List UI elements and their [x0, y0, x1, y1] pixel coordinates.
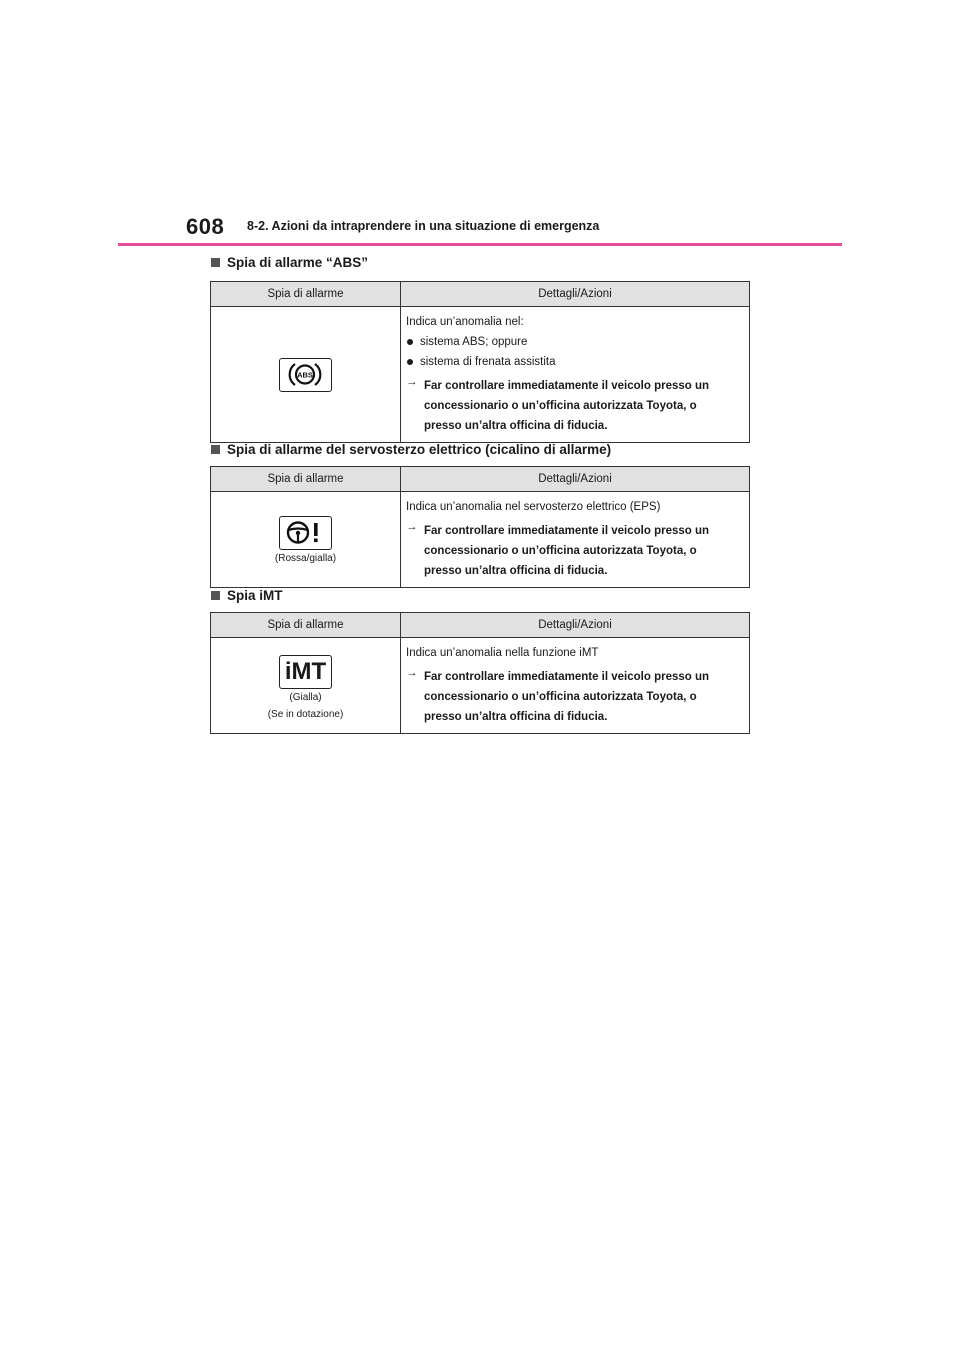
table-row: [211, 492, 750, 588]
column-header-warning-light: Spia di allarme: [211, 613, 401, 638]
section-heading-imt: [211, 588, 283, 603]
action-text: → Far controllare immediatamente il veicolo presso un concessionario o un’officina autorizzata Toyota, o presso un’altra officina di fiducia.: [406, 521, 743, 581]
eps-warning-table: [210, 466, 750, 588]
table-header-row: [211, 467, 750, 492]
imt-warning-table: [210, 612, 750, 734]
svg-text:ABS: ABS: [297, 370, 313, 379]
abs-warning-icon: [279, 358, 332, 392]
column-header-details: Dettagli/Azioni: [401, 613, 750, 638]
section-heading-abs: [211, 255, 368, 270]
action-text: → Far controllare immediatamente il veicolo presso un concessionario o un’officina autorizzata Toyota, o presso un’altra officina di fiducia.: [406, 667, 743, 727]
icon-caption: (Gialla): [289, 691, 322, 703]
details-intro: Indica un’anomalia nel servosterzo elettrico (EPS): [406, 501, 661, 513]
section-square-icon: [211, 445, 220, 454]
header-rule: [118, 243, 842, 246]
icon-caption: (Se in dotazione): [267, 708, 344, 720]
action-text: → Far controllare immediatamente il veicolo presso un concessionario o un’officina autorizzata Toyota, o presso un’altra officina di fiducia.: [406, 376, 743, 436]
warning-light-cell: [211, 307, 401, 443]
bullet-icon: [407, 359, 413, 365]
details-cell: [401, 307, 750, 443]
table-header-row: [211, 282, 750, 307]
section-square-icon: [211, 591, 220, 600]
table-row: [211, 638, 750, 734]
section-heading-text: Spia iMT: [227, 588, 283, 603]
warning-light-cell: [211, 492, 401, 588]
imt-indicator-icon: [279, 655, 332, 689]
section-heading-text: Spia di allarme “ABS”: [227, 255, 369, 270]
table-header-row: [211, 613, 750, 638]
abs-warning-table: [210, 281, 750, 443]
section-square-icon: [211, 258, 220, 267]
page-number: 608: [186, 214, 225, 239]
column-header-warning-light: Spia di allarme: [211, 282, 401, 307]
arrow-right-icon: →: [406, 667, 418, 679]
power-steering-warning-icon: [279, 516, 332, 550]
section-heading-eps: [211, 442, 611, 457]
column-header-details: Dettagli/Azioni: [401, 467, 750, 492]
details-intro: Indica un’anomalia nella funzione iMT: [406, 647, 599, 659]
list-item: sistema di frenata assistita: [406, 352, 743, 372]
bullet-icon: [407, 339, 413, 345]
section-heading-text: Spia di allarme del servosterzo elettrico (cicalino di allarme): [227, 442, 612, 457]
icon-caption: (Rossa/gialla): [274, 553, 337, 564]
list-item: sistema ABS; oppure: [406, 332, 743, 352]
table-row: [211, 307, 750, 443]
arrow-right-icon: →: [406, 376, 418, 388]
details-cell: [401, 638, 750, 734]
chapter-title: 8-2. Azioni da intraprendere in una situazione di emergenza: [247, 219, 600, 233]
details-cell: [401, 492, 750, 588]
details-intro: Indica un’anomalia nel:: [406, 316, 524, 328]
column-header-warning-light: Spia di allarme: [211, 467, 401, 492]
warning-light-cell: [211, 638, 401, 734]
arrow-right-icon: →: [406, 521, 418, 533]
column-header-details: Dettagli/Azioni: [401, 282, 750, 307]
imt-icon-text: iMT: [284, 657, 327, 685]
